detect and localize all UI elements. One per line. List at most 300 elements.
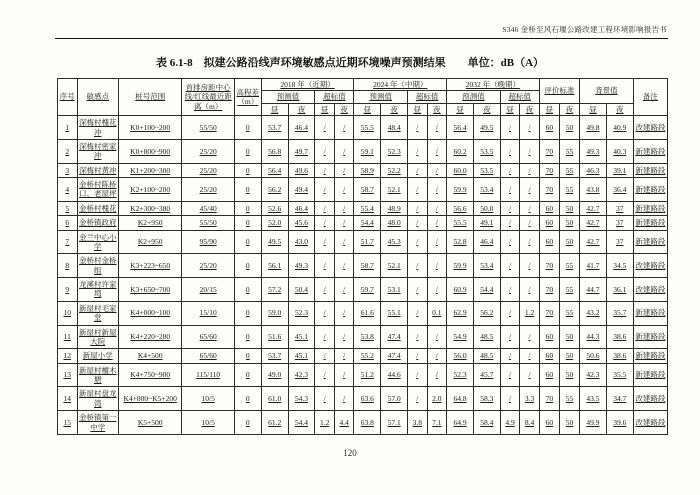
table-cell: /	[500, 387, 520, 411]
table-cell: 0	[234, 116, 261, 140]
table-cell: 新建路段	[633, 178, 667, 202]
table-cell: 40.9	[606, 116, 633, 140]
table-cell: 50	[559, 201, 579, 215]
table-cell: 48.4	[381, 116, 408, 140]
table-cell: 62.9	[447, 301, 474, 325]
col-header-night: 夜	[288, 103, 315, 115]
table-cell: 0	[234, 139, 261, 163]
table-cell: 50	[559, 411, 579, 435]
table-cell: 44.7	[580, 278, 607, 302]
table-cell: 49.4	[288, 178, 315, 202]
table-cell: 56.2	[261, 178, 288, 202]
col-header-day: 昼	[354, 103, 381, 115]
table-cell: 12	[58, 349, 78, 363]
col-header-elevation-diff: 高程差（m）	[234, 79, 261, 116]
table-cell: 51.7	[354, 230, 381, 254]
table-cell: /	[500, 363, 520, 387]
table-cell: 55.2	[354, 349, 381, 363]
table-cell: 70	[539, 254, 559, 278]
table-cell: 49.7	[288, 139, 315, 163]
table-cell: 10/5	[182, 411, 234, 435]
table-cell: 0	[234, 178, 261, 202]
table-cell: /	[315, 363, 335, 387]
table-cell: 44.6	[381, 363, 408, 387]
table-cell: 34.7	[606, 387, 633, 411]
table-cell: 55.1	[381, 301, 408, 325]
table-cell: /	[500, 216, 520, 230]
table-cell: 52.3	[447, 363, 474, 387]
col-header-background: 背景值	[580, 79, 634, 104]
table-cell: 60.0	[447, 163, 474, 177]
table-row	[58, 387, 668, 411]
table-cell: /	[334, 163, 354, 177]
table-cell: 57.1	[381, 411, 408, 435]
table-cell: 新建路段	[633, 139, 667, 163]
table-cell: 57.2	[261, 278, 288, 302]
table-cell: 49.3	[580, 139, 607, 163]
col-header-day: 昼	[315, 103, 335, 115]
sensitive-point-cell: 金兰中心小学	[77, 230, 118, 254]
table-cell: 60	[539, 116, 559, 140]
col-header-day: 昼	[447, 103, 474, 115]
table-cell: 38.6	[606, 325, 633, 349]
table-cell: 49.1	[473, 216, 500, 230]
table-cell: 45.6	[288, 216, 315, 230]
table-cell: 10	[58, 301, 78, 325]
table-cell: 新建路段	[633, 363, 667, 387]
table-cell: 49.5	[473, 116, 500, 140]
table-cell: 55/50	[182, 116, 234, 140]
table-cell: 53.4	[473, 178, 500, 202]
sensitive-point-cell: 新屋小学	[77, 349, 118, 363]
table-cell: K3+223~650	[118, 254, 181, 278]
table-cell: 51.6	[261, 325, 288, 349]
table-cell: 53.1	[381, 278, 408, 302]
table-cell: /	[427, 278, 447, 302]
table-cell: /	[408, 116, 428, 140]
table-cell: /	[408, 254, 428, 278]
table-cell: /	[520, 116, 540, 140]
table-cell: 47.4	[381, 349, 408, 363]
table-cell: 4	[58, 178, 78, 202]
table-cell: /	[427, 163, 447, 177]
table-row	[58, 116, 668, 140]
table-cell: 44.3	[580, 325, 607, 349]
col-header-distance: 首排房距中心线/红线最近距离（m）	[182, 79, 234, 116]
table-cell: 52.0	[261, 216, 288, 230]
table-cell: 42.7	[580, 230, 607, 254]
table-cell: 64.8	[447, 387, 474, 411]
table-cell: 57.0	[381, 387, 408, 411]
table-cell: 52.6	[261, 201, 288, 215]
table-cell: 新建路段	[633, 201, 667, 215]
table-row	[58, 278, 668, 302]
table-cell: 0	[234, 216, 261, 230]
table-cell: 58.4	[473, 411, 500, 435]
table-cell: 15/10	[182, 301, 234, 325]
table-cell: 59.1	[354, 139, 381, 163]
table-cell: 35.7	[606, 301, 633, 325]
table-cell: 52.3	[381, 139, 408, 163]
table-cell: 0	[234, 278, 261, 302]
table-cell: 60	[539, 230, 559, 254]
table-cell: 10/5	[182, 387, 234, 411]
table-cell: 42.3	[580, 363, 607, 387]
table-cell: 42.7	[580, 216, 607, 230]
table-cell: K4+500	[118, 349, 181, 363]
table-cell: 7	[58, 230, 78, 254]
table-cell: 4.4	[334, 411, 354, 435]
table-cell: 58.7	[354, 254, 381, 278]
table-cell: 0	[234, 163, 261, 177]
table-cell: 70	[539, 301, 559, 325]
table-cell: 9	[58, 278, 78, 302]
table-cell: /	[408, 325, 428, 349]
table-cell: 48.0	[381, 216, 408, 230]
table-cell: /	[427, 201, 447, 215]
table-cell: 37	[606, 201, 633, 215]
table-cell: 47.4	[381, 325, 408, 349]
table-cell: 56.0	[447, 349, 474, 363]
table-cell: 45/40	[182, 201, 234, 215]
table-cell: /	[334, 349, 354, 363]
table-cell: K0+800~900	[118, 139, 181, 163]
table-cell: /	[408, 230, 428, 254]
col-header-night: 夜	[606, 103, 633, 115]
table-cell: 新建路段	[633, 216, 667, 230]
table-cell: 52.8	[447, 230, 474, 254]
table-cell: 70	[539, 278, 559, 302]
table-cell: 64.9	[447, 411, 474, 435]
table-cell: 0	[234, 230, 261, 254]
col-header-remark: 备注	[633, 79, 667, 116]
table-cell: 36.4	[606, 178, 633, 202]
sensitive-point-cell: 金桥村陈桥口、老屋坪	[77, 178, 118, 202]
table-row	[58, 254, 668, 278]
table-cell: /	[520, 201, 540, 215]
table-cell: 60	[539, 363, 559, 387]
table-cell: 56.6	[447, 201, 474, 215]
sensitive-point-cell: 新屋村盘龙湾	[77, 387, 118, 411]
table-title: 表 6.1-8 拟建公路沿线声环境敏感点近期环境噪声预测结果 单位：dB（A）	[155, 57, 545, 69]
table-cell: 改建路段	[633, 254, 667, 278]
table-cell: 60	[539, 216, 559, 230]
table-cell: 60	[539, 411, 559, 435]
table-cell: 52.1	[381, 254, 408, 278]
table-cell: 56.8	[261, 139, 288, 163]
table-cell: /	[408, 278, 428, 302]
table-cell: 45.3	[381, 230, 408, 254]
table-cell: 59.7	[354, 278, 381, 302]
col-header-night: 夜	[427, 103, 447, 115]
table-cell: /	[315, 301, 335, 325]
table-cell: 新建路段	[633, 163, 667, 177]
table-cell: 新建路段	[633, 349, 667, 363]
table-cell: /	[427, 363, 447, 387]
table-cell: 3	[58, 163, 78, 177]
table-cell: /	[315, 387, 335, 411]
col-header-exceed-2018: 超标值	[315, 91, 354, 103]
table-cell: 51.2	[354, 363, 381, 387]
table-cell: 55	[559, 139, 579, 163]
table-cell: 53.8	[354, 325, 381, 349]
table-cell: 55	[559, 178, 579, 202]
table-cell: /	[315, 139, 335, 163]
table-cell: /	[408, 301, 428, 325]
col-header-day: 昼	[500, 103, 520, 115]
table-cell: /	[315, 349, 335, 363]
table-cell: 2	[58, 139, 78, 163]
table-cell: 36.1	[606, 278, 633, 302]
sensitive-point-cell: 金桥镇政府	[77, 216, 118, 230]
table-cell: /	[408, 216, 428, 230]
table-cell: /	[334, 216, 354, 230]
table-cell: 46.4	[288, 116, 315, 140]
table-cell: 61.0	[261, 387, 288, 411]
table-cell: K4+800~K5+200	[118, 387, 181, 411]
table-cell: K2+300~380	[118, 201, 181, 215]
table-cell: /	[520, 254, 540, 278]
table-cell: 50.6	[580, 349, 607, 363]
table-cell: 60.2	[447, 139, 474, 163]
table-cell: 改建路段	[633, 278, 667, 302]
table-cell: 34.5	[606, 254, 633, 278]
table-cell: 56.2	[473, 301, 500, 325]
table-cell: 42.7	[580, 201, 607, 215]
table-cell: 0	[234, 301, 261, 325]
table-cell: 49.9	[580, 411, 607, 435]
table-cell: 49.0	[261, 363, 288, 387]
table-cell: K4+750~900	[118, 363, 181, 387]
col-header-day: 昼	[261, 103, 288, 115]
table-cell: /	[520, 349, 540, 363]
table-cell: /	[427, 139, 447, 163]
sensitive-point-cell: 新屋村新屋大院	[77, 325, 118, 349]
col-header-night: 夜	[334, 103, 354, 115]
col-header-day: 昼	[408, 103, 428, 115]
page-number: 120	[343, 448, 357, 458]
table-cell: 38.6	[606, 349, 633, 363]
table-cell: /	[500, 230, 520, 254]
table-cell: 8	[58, 254, 78, 278]
table-cell: 53.5	[473, 139, 500, 163]
table-cell: /	[427, 216, 447, 230]
table-cell: 0	[234, 201, 261, 215]
table-cell: K3+650~700	[118, 278, 181, 302]
table-cell: /	[427, 178, 447, 202]
table-cell: 15	[58, 411, 78, 435]
table-cell: 41.7	[580, 254, 607, 278]
table-cell: 48.5	[473, 325, 500, 349]
table-cell: 56.4	[261, 163, 288, 177]
table-cell: /	[408, 163, 428, 177]
sensitive-point-cell: 金桥镇第一中学	[77, 411, 118, 435]
table-cell: /	[520, 163, 540, 177]
table-cell: 65/60	[182, 349, 234, 363]
table-cell: /	[334, 116, 354, 140]
table-cell: 50	[559, 349, 579, 363]
table-row	[58, 363, 668, 387]
table-cell: 43.2	[580, 301, 607, 325]
table-cell: /	[500, 325, 520, 349]
table-cell: 70	[539, 139, 559, 163]
sensitive-point-cell: 金桥村槐花	[77, 201, 118, 215]
col-header-day: 昼	[539, 103, 559, 115]
table-row	[58, 201, 668, 215]
table-row	[58, 178, 668, 202]
table-cell: 0	[234, 411, 261, 435]
table-cell: 50	[559, 230, 579, 254]
table-cell: 53.4	[473, 254, 500, 278]
table-cell: /	[315, 254, 335, 278]
table-cell: 0	[234, 387, 261, 411]
table-cell: /	[334, 325, 354, 349]
table-cell: 45.7	[473, 363, 500, 387]
table-cell: K4+220~280	[118, 325, 181, 349]
table-cell: 65/60	[182, 325, 234, 349]
table-cell: 49.5	[261, 230, 288, 254]
table-cell: /	[408, 201, 428, 215]
table-cell: 50	[559, 325, 579, 349]
table-cell: 60	[539, 325, 559, 349]
table-row	[58, 411, 668, 435]
table-cell: /	[315, 230, 335, 254]
table-row	[58, 325, 668, 349]
table-cell: 46.3	[580, 163, 607, 177]
col-header-no: 序号	[58, 79, 78, 116]
table-cell: K2+100~200	[118, 178, 181, 202]
col-header-exceed-2024: 超标值	[408, 91, 447, 103]
table-cell: 14	[58, 387, 78, 411]
table-cell: 20/15	[182, 278, 234, 302]
table-cell: /	[427, 349, 447, 363]
table-cell: /	[408, 178, 428, 202]
table-cell: 55.5	[354, 116, 381, 140]
table-cell: 54.4	[473, 278, 500, 302]
table-cell: 60	[539, 201, 559, 215]
table-cell: 63.6	[354, 387, 381, 411]
table-cell: /	[500, 301, 520, 325]
table-cell: /	[520, 278, 540, 302]
table-cell: 58.3	[473, 387, 500, 411]
col-header-standard: 评价标准	[539, 79, 579, 104]
sensitive-point-cell: 深梅村槐花冲	[77, 116, 118, 140]
table-cell: 61.6	[354, 301, 381, 325]
table-cell: K1+200~300	[118, 163, 181, 177]
table-cell: 55/50	[182, 216, 234, 230]
table-cell: K4+000~100	[118, 301, 181, 325]
table-cell: 43.8	[580, 178, 607, 202]
table-cell: /	[520, 216, 540, 230]
table-cell: 43.0	[288, 230, 315, 254]
table-cell: 55.5	[447, 216, 474, 230]
table-cell: 6	[58, 216, 78, 230]
table-cell: 59.0	[261, 301, 288, 325]
table-cell: /	[315, 116, 335, 140]
table-cell: 60	[539, 349, 559, 363]
table-cell: 50	[559, 116, 579, 140]
table-cell: 8.4	[520, 411, 540, 435]
col-header-night: 夜	[520, 103, 540, 115]
table-cell: 0	[234, 325, 261, 349]
table-body	[58, 116, 668, 435]
table-cell: /	[500, 278, 520, 302]
table-cell: /	[520, 139, 540, 163]
col-header-year-2024: 2024 年（中期）	[354, 79, 447, 91]
table-cell: 45.1	[288, 325, 315, 349]
table-cell: 5	[58, 201, 78, 215]
table-cell: K0+100~200	[118, 116, 181, 140]
table-cell: 0	[234, 349, 261, 363]
table-cell: /	[500, 139, 520, 163]
col-header-year-2018: 2018 年（近期）	[261, 79, 354, 91]
table-cell: 54.4	[354, 216, 381, 230]
table-cell: 2.0	[427, 387, 447, 411]
table-cell: 1.2	[315, 411, 335, 435]
table-cell: /	[334, 178, 354, 202]
table-cell: 50	[559, 216, 579, 230]
table-row	[58, 349, 668, 363]
table-cell: 3.3	[520, 387, 540, 411]
table-cell: K2+950	[118, 230, 181, 254]
col-header-stake-range: 桩号范围	[118, 79, 181, 116]
table-cell: /	[334, 387, 354, 411]
table-row	[58, 216, 668, 230]
sensitive-point-cell: 深梅村密家冲	[77, 139, 118, 163]
table-cell: /	[500, 163, 520, 177]
table-cell: 新建路段	[633, 230, 667, 254]
table-cell: /	[408, 139, 428, 163]
table-cell: 58.7	[354, 178, 381, 202]
table-cell: /	[500, 349, 520, 363]
table-cell: 115/110	[182, 363, 234, 387]
table-cell: 25/20	[182, 178, 234, 202]
table-cell: 25/20	[182, 254, 234, 278]
table-cell: /	[334, 363, 354, 387]
table-cell: 3.8	[408, 411, 428, 435]
sensitive-point-cell: 新屋村檀木塘	[77, 363, 118, 387]
table-cell: 53.7	[261, 116, 288, 140]
sensitive-point-cell: 深梅村黄冲	[77, 163, 118, 177]
noise-prediction-table	[57, 78, 668, 435]
table-cell: /	[520, 325, 540, 349]
table-cell: 1.2	[520, 301, 540, 325]
table-cell: /	[427, 325, 447, 349]
table-cell: /	[500, 254, 520, 278]
table-cell: 46.4	[288, 201, 315, 215]
table-cell: /	[500, 116, 520, 140]
table-cell: 43.5	[580, 387, 607, 411]
table-cell: 37	[606, 230, 633, 254]
table-cell: 52.3	[288, 301, 315, 325]
table-cell: 54.3	[288, 387, 315, 411]
table-cell: 改建路段	[633, 411, 667, 435]
table-cell: 59.9	[447, 178, 474, 202]
table-cell: 49.6	[288, 163, 315, 177]
table-cell: 55	[559, 278, 579, 302]
table-row	[58, 139, 668, 163]
table-cell: /	[334, 254, 354, 278]
table-cell: 25/20	[182, 163, 234, 177]
table-cell: 39.1	[606, 163, 633, 177]
table-cell: /	[315, 163, 335, 177]
table-cell: 50.0	[473, 201, 500, 215]
table-cell: 56.4	[447, 116, 474, 140]
col-header-predicted-2018: 预测值	[261, 91, 315, 103]
col-header-year-2032: 2032 年（晚期）	[447, 79, 540, 91]
table-cell: /	[520, 363, 540, 387]
col-header-day: 昼	[580, 103, 607, 115]
